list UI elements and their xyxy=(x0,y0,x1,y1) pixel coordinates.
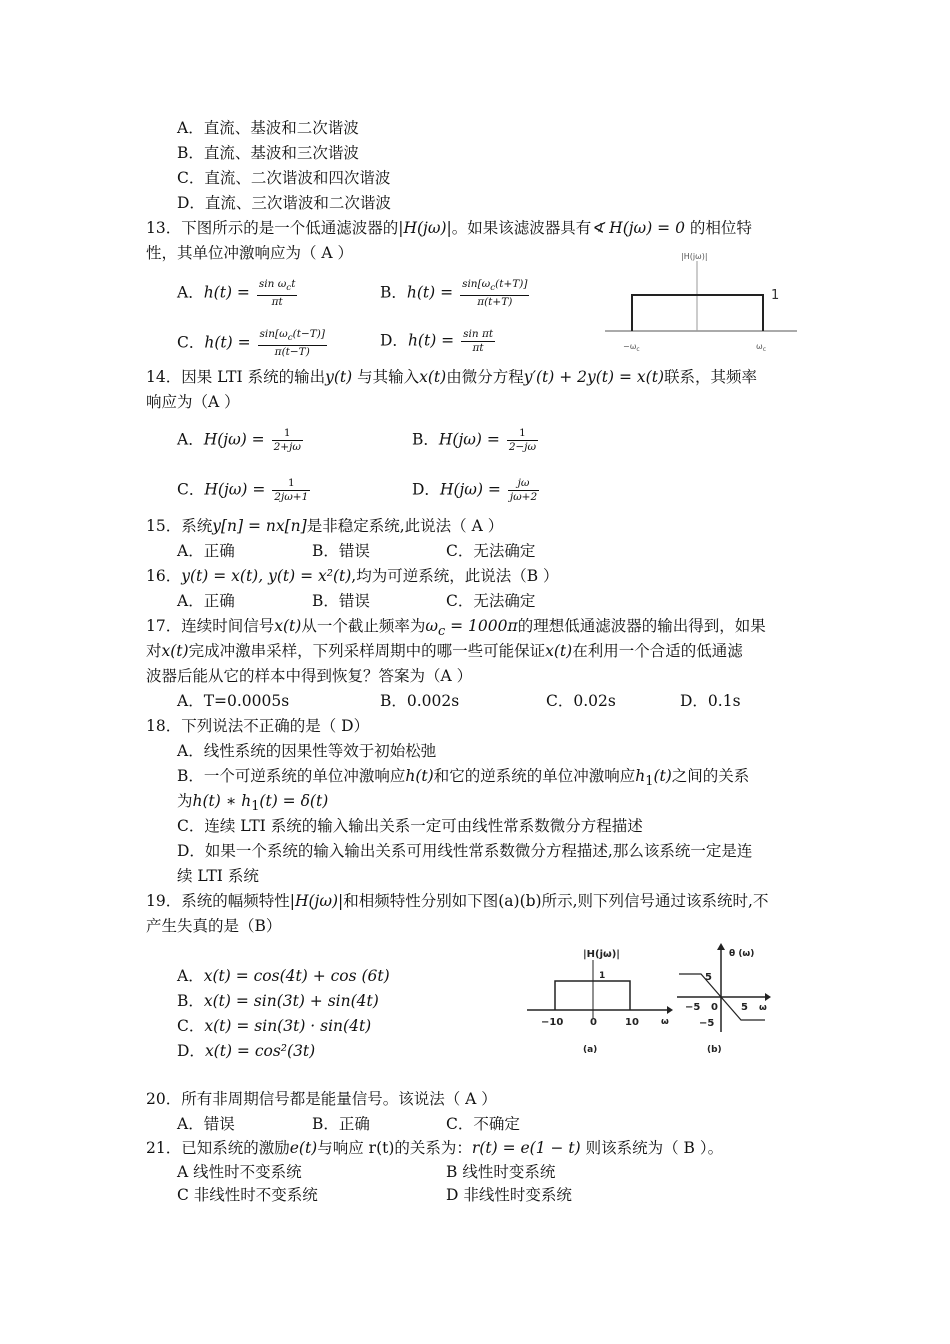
q17-option-a: A．T=0.0005s xyxy=(177,692,290,710)
q19b-ytick-pos: 5 xyxy=(705,972,712,983)
q19a-title: |H(jω)| xyxy=(583,949,620,960)
q12-option-d: D．直流、三次谐波和二次谐波 xyxy=(177,194,391,212)
q19b-caption: (b) xyxy=(707,1045,722,1055)
q13-stem-line2: 性，其单位冲激响应为（ A ） xyxy=(146,244,354,262)
q14-option-c: C．H(jω) = $\frac{1}{2j\omega+1}$ xyxy=(177,477,309,503)
q17-option-d: D．0.1s xyxy=(680,692,741,710)
q12-option-c: C．直流、二次谐波和四次谐波 xyxy=(177,169,391,187)
q21-stem: 21．已知系统的激励e(t)与响应 r(t)的关系为：r(t) = e(1 − t) 则该系统为（ B ）。 xyxy=(146,1139,724,1157)
q18-option-b-line1: B．一个可逆系统的单位冲激响应h(t)和它的逆系统的单位冲激响应$h_1(t)$之间的关系 xyxy=(177,767,750,790)
q18-stem: 18．下列说法不正确的是（ D） xyxy=(146,717,370,735)
q19-option-c: C．x(t) = sin(3t) · sin(4t) xyxy=(177,1017,372,1035)
q12-option-a: A．直流、基波和二次谐波 xyxy=(177,119,359,137)
q19-option-a: A．x(t) = cos(4t) + cos (6t) xyxy=(177,967,390,985)
q20-option-c: C．不确定 xyxy=(446,1115,520,1133)
q18-option-d-line2: 续 LTI 系统 xyxy=(177,867,259,885)
q20-option-b: B．正确 xyxy=(312,1115,370,1133)
q13-lowpass-figure xyxy=(603,245,803,357)
q19-stem-line2: 产生失真的是（B） xyxy=(146,917,282,935)
q19a-level: 1 xyxy=(599,971,606,981)
q13-stem-line1: 13．下图所示的是一个低通滤波器的|H(jω)|。如果该滤波器具有∢ H(jω) = 0 的相位特 xyxy=(146,219,752,237)
q18-option-d-line1: D．如果一个系统的输入输出关系可用线性常系数微分方程描述,那么该系统一定是连 xyxy=(177,842,753,860)
q17-stem-line2: 对x(t)完成冲激串采样，下列采样周期中的哪一些可能保证x(t)在利用一个合适的低通滤 xyxy=(146,642,743,660)
q19-option-b: B．x(t) = sin(3t) + sin(4t) xyxy=(177,992,379,1010)
q15-option-c: C．无法确定 xyxy=(446,542,536,560)
q21-option-d: D 非线性时变系统 xyxy=(446,1186,572,1204)
q13-fig-level: 1 xyxy=(771,288,780,303)
q20-option-a: A．错误 xyxy=(177,1115,235,1133)
q14-option-a: A．H(jω) = $\frac{1}{2+j\omega}$ xyxy=(177,427,301,453)
q21-option-c: C 非线性时不变系统 xyxy=(177,1186,318,1204)
q16-option-c: C．无法确定 xyxy=(446,592,536,610)
q16-stem: 16．y(t) = x(t), y(t) = x²(t),均为可逆系统，此说法（B ） xyxy=(146,567,559,585)
q16-option-a: A．正确 xyxy=(177,592,235,610)
q13-fig-left-tick: $-\omega_c$ xyxy=(623,342,640,353)
q13-option-a: A．h(t) = $\frac{\sin \omega_ct}{\pi t}$ xyxy=(177,278,296,309)
q17-option-c: C．0.02s xyxy=(546,692,616,710)
q13-fig-ylabel: |H(jω)| xyxy=(681,252,708,261)
q19b-axis: ω xyxy=(759,1003,767,1013)
q19a-tick-neg: −10 xyxy=(541,1017,564,1028)
q19b-tick-pos: 5 xyxy=(741,1002,748,1013)
q14-option-b: B．H(jω) = $\frac{1}{2-j\omega}$ xyxy=(412,427,537,453)
q19-stem-line1: 19．系统的幅频特性|H(jω)|和相频特性分别如下图(a)(b)所示,则下列信号通过该系统时,不 xyxy=(146,892,769,910)
q15-option-a: A．正确 xyxy=(177,542,235,560)
q17-stem-line1: 17．连续时间信号x(t)从一个截止频率为$\omega_c = 1000\pi$的理想低通滤波器的输出得到，如果 xyxy=(146,617,766,640)
q18-option-b-line2: 为h(t) ∗ $h_1(t) = \delta(t)$ xyxy=(177,792,329,815)
q21-option-b: B 线性时变系统 xyxy=(446,1163,556,1181)
q19a-axis: ω xyxy=(661,1017,669,1027)
q19a-tick-pos: 10 xyxy=(625,1017,639,1028)
q13-option-b: B．h(t) = $\frac{\sin[\omega_c(t+T)]}{\pi(t+T)}$ xyxy=(380,278,528,309)
q14-option-d: D．H(jω) = $\frac{j\omega}{j\omega+2}$ xyxy=(412,477,538,503)
q14-stem-line1: 14．因果 LTI 系统的输出y(t) 与其输入x(t)由微分方程y′(t) + 2y(t) = x(t)联系，其频率 xyxy=(146,368,758,386)
q21-option-a: A 线性时不变系统 xyxy=(177,1163,302,1181)
q19-phase-figure xyxy=(675,940,775,1060)
q17-option-b: B．0.002s xyxy=(380,692,460,710)
q20-stem: 20．所有非周期信号都是能量信号。该说法（ A ） xyxy=(146,1090,497,1108)
q18-option-a: A．线性系统的因果性等效于初始松弛 xyxy=(177,742,437,760)
q19b-title: θ (ω) xyxy=(729,949,755,959)
q13-option-d: D．h(t) = $\frac{\text{sin πt}}{\pi t}$ xyxy=(380,328,494,354)
q19a-tick-zero: 0 xyxy=(590,1017,597,1028)
q15-stem: 15．系统y[n] = nx[n]是非稳定系统,此说法（ A ） xyxy=(146,517,504,535)
q19b-ytick-neg: −5 xyxy=(699,1018,715,1029)
q19b-tick-neg: −5 xyxy=(685,1002,701,1013)
q14-stem-line2: 响应为（A ） xyxy=(146,393,240,411)
q18-option-c: C．连续 LTI 系统的输入输出关系一定可由线性常系数微分方程描述 xyxy=(177,817,643,835)
q19a-caption: (a) xyxy=(583,1045,598,1055)
q15-option-b: B．错误 xyxy=(312,542,370,560)
q16-option-b: B．错误 xyxy=(312,592,370,610)
q17-stem-line3: 波器后能从它的样本中得到恢复？答案为（A ） xyxy=(146,667,473,685)
q19b-tick-zero: 0 xyxy=(711,1002,718,1013)
q19-option-d: D．x(t) = cos²(3t) xyxy=(177,1042,316,1060)
q13-fig-right-tick: $\omega_c$ xyxy=(756,342,767,353)
q13-option-c: C．h(t) = $\frac{\sin[\omega_c(t-T)]}{\pi(t-T)}$ xyxy=(177,328,325,359)
q12-option-b: B．直流、基波和三次谐波 xyxy=(177,144,359,162)
q19-magnitude-figure xyxy=(525,940,675,1060)
